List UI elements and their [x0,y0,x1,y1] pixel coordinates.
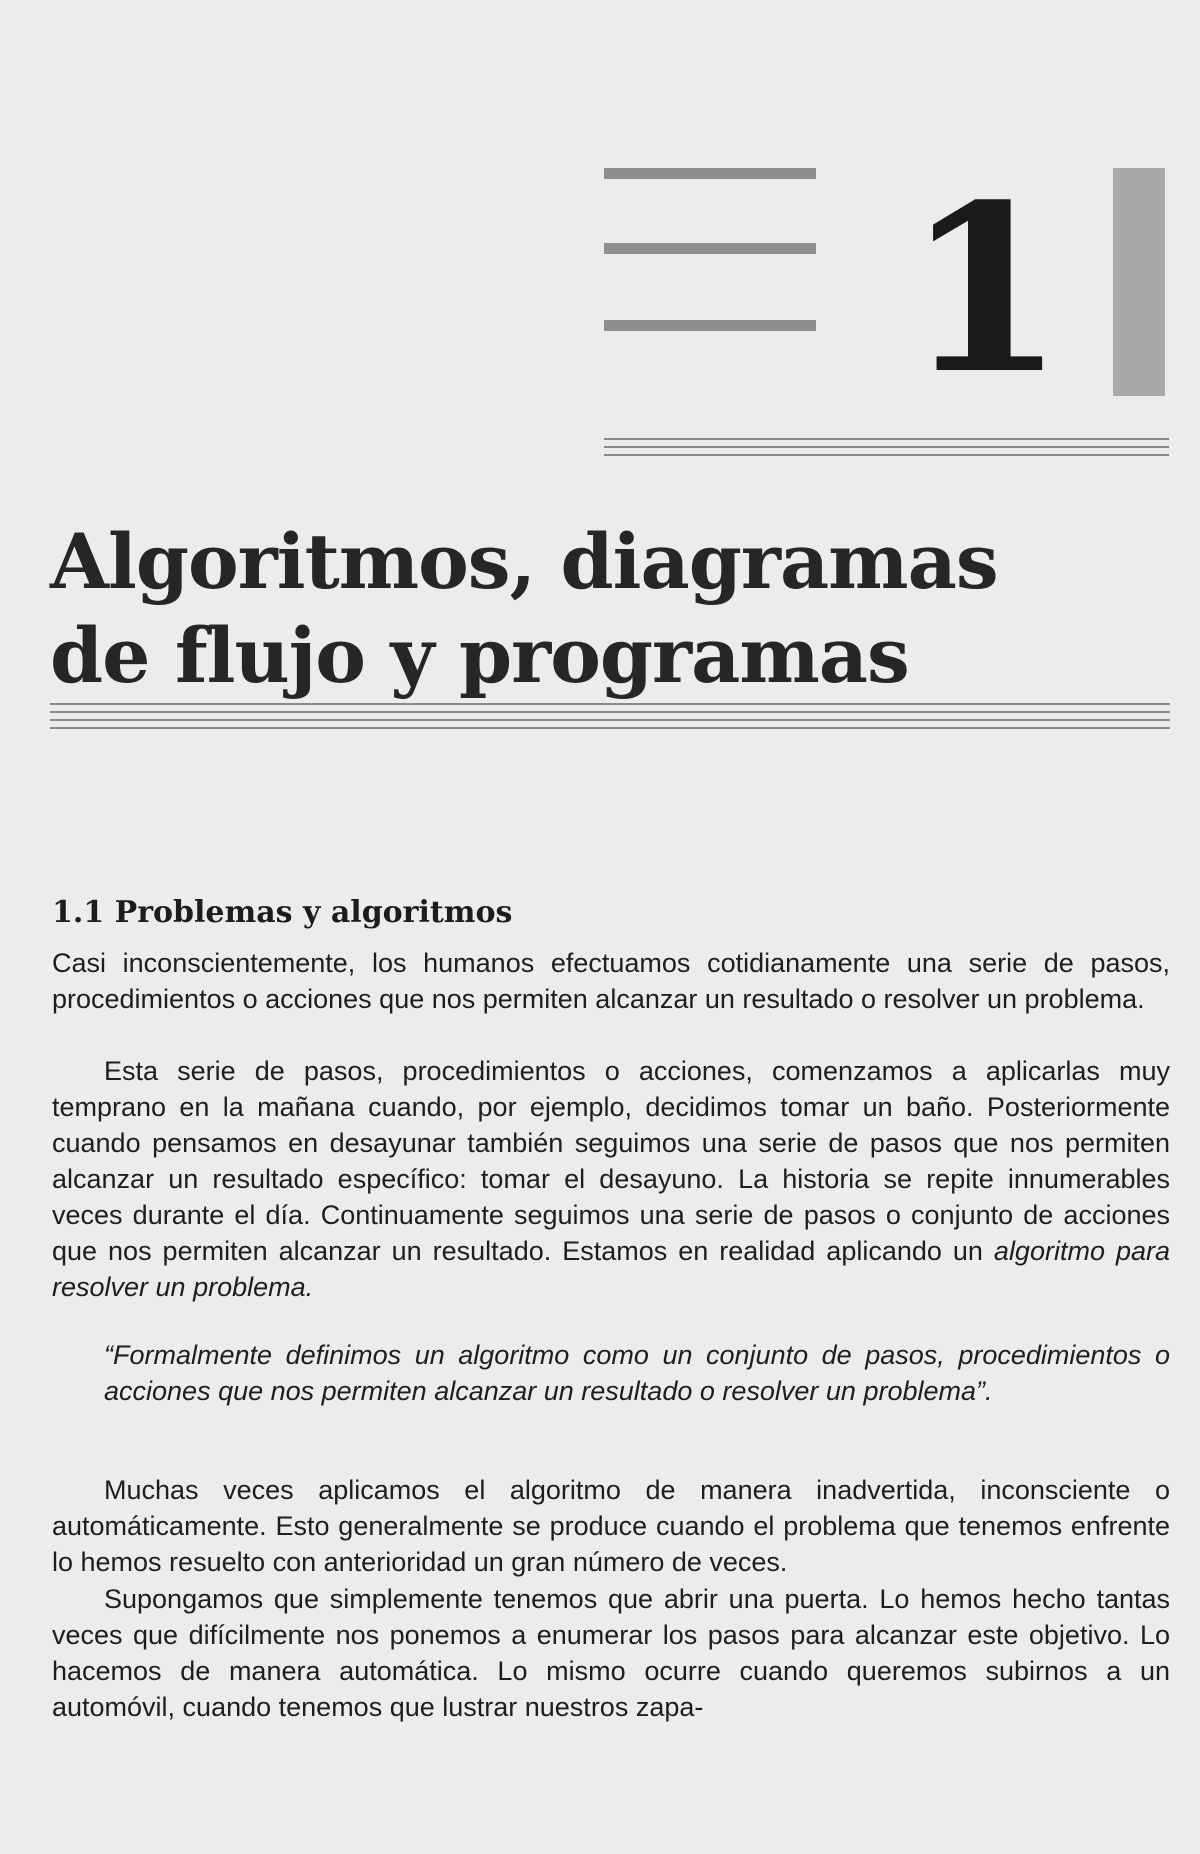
definition-quote: “Formalmente definimos un algoritmo como un conjunto de pasos, procedimientos o acciones que nos permiten alcanzar un resultado o resolver un problema”. [104,1340,1170,1406]
ornament-bar [604,168,816,179]
paragraph [52,1053,1170,1305]
chapter-side-block [1113,168,1165,396]
rule-line [50,719,1170,721]
section-heading: 1.1 Problemas y algoritmos [52,895,513,930]
ornament-bar [604,320,816,331]
rule-line [50,703,1170,705]
rule-line [604,438,1169,440]
chapter-title: Algoritmos, diagramas de flujo y programas [50,517,998,700]
ornament-bar [604,243,816,254]
paragraph: Muchas veces aplicamos el algoritmo de manera inadvertida, inconsciente o automáticamente. Esto generalmente se produce cuando el problema que tenemos enfrente lo hemos resuelto con anterioridad un gran número de veces. [52,1475,1170,1577]
rule-line [50,711,1170,713]
rule-line [50,727,1170,729]
rule-line [604,446,1169,448]
paragraph-text: Esta serie de pasos, procedimientos o acciones, comenzamos a aplicarlas muy temprano en la mañana cuando, por ejemplo, decidimos tomar un baño. Posteriormente cuando pensamos en desayunar también seguimos una serie de pasos que nos permiten alcanzar un resultado específico: tomar el desayuno. La historia se repite innumerables veces durante el día. Continuamente seguimos una serie de pasos o conjunto de acciones que nos permiten alcanzar un resultado. Estamos en realidad aplicando un [52,1056,1170,1266]
rule-line [604,454,1169,456]
chapter-number: 1 [905,155,1066,425]
paragraph: Supongamos que simplemente tenemos que abrir una puerta. Lo hemos hecho tantas veces que difícilmente nos ponemos a enumerar los pasos para alcanzar este objetivo. Lo hacemos de manera automática. Lo mismo ocurre cuando queremos subirnos a un automóvil, cuando tenemos que lustrar nuestros zapa- [52,1584,1170,1722]
paragraph: Casi inconscientemente, los humanos efectuamos cotidianamente una serie de pasos, procedimientos o acciones que nos permiten alcanzar un resultado o resolver un problema. [52,948,1170,1014]
emphasis-text: algoritmo para resolver un problema. [52,1236,1170,1302]
